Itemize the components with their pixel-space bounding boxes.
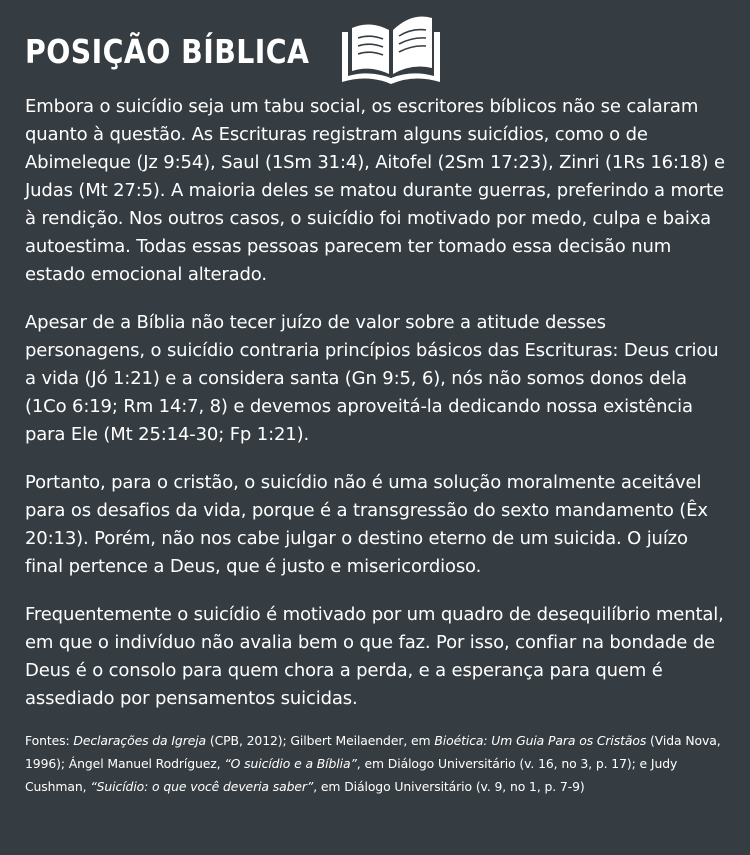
paragraph-2: Apesar de a Bíblia não tecer juízo de valor sobre a atitude desses personagens, o suicídio contraria princípios básicos das Escrituras: Deus criou a vida (Jó 1:21) e a considera santa (Gn 9:5, 6), nós não somos donos dela (1Co 6:19; Rm 14:7, 8) e devemos aproveitá-la dedicando nossa existência para Ele (Mt 25:14-30; Fp 1:21). (25, 312, 719, 445)
source-4-title: “Suicídio: o que você deveria saber” (90, 779, 314, 794)
article-body (25, 93, 730, 798)
header (25, 22, 726, 92)
paragraph-1: Embora o suicídio seja um tabu social, os escritores bíblicos não se calaram quanto à questão. As Escrituras registram alguns suicídios, como o de Abimeleque (Jz 9:54), Saul (1Sm 31:4), Aitofel (2Sm 17:23), Zinri (1Rs 16:18) e Judas (Mt 27:5). A maioria deles se matou durante guerras, preferindo a morte à rendição. Nos outros casos, o suicídio foi motivado por medo, culpa e baixa autoestima. Todas essas pessoas parecem ter tomado essa decisão num estado emocional alterado. (25, 96, 725, 285)
source-1-title: Declarações da Igreja (73, 733, 207, 748)
source-1-rest: (CPB, 2012); Gilbert Meilaender, em (206, 733, 435, 748)
open-book-icon (338, 8, 444, 90)
sources-label: Fontes: (25, 733, 70, 748)
source-3-title: “O suicídio e a Bíblia” (224, 756, 357, 771)
source-2-title: Bioética: Um Guia Para os Cristãos (434, 733, 647, 748)
paragraph-4: Frequentemente o suicídio é motivado por um quadro de desequilíbrio mental, em que o indivíduo não avalia bem o que faz. Por isso, confiar na bondade de Deus é o consolo para quem chora a perda, e a esperança para quem é assediado por pensamentos suicidas. (25, 604, 724, 709)
paragraph-3: Portanto, para o cristão, o suicídio não é uma solução moralmente aceitável para os desafios da vida, porque é a transgressão do sexto mandamento (Êx 20:13). Porém, não nos cabe julgar o destino eterno de um suicida. O juízo final pertence a Deus, que é justo e misericordioso. (25, 472, 708, 577)
source-2-rest: (Vida Nova, 1996); Ángel Manuel Rodríguez, (25, 733, 721, 771)
source-4-rest: , em Diálogo Universitário (v. 9, no 1, p. 7-9) (313, 779, 585, 794)
source-3-rest: , em Diálogo Universitário (v. 16, no 3, p. 17); e Judy Cushman, (25, 756, 678, 794)
sources-note (25, 729, 730, 798)
page-title: POSIÇÃO BÍBLICA (25, 32, 310, 71)
